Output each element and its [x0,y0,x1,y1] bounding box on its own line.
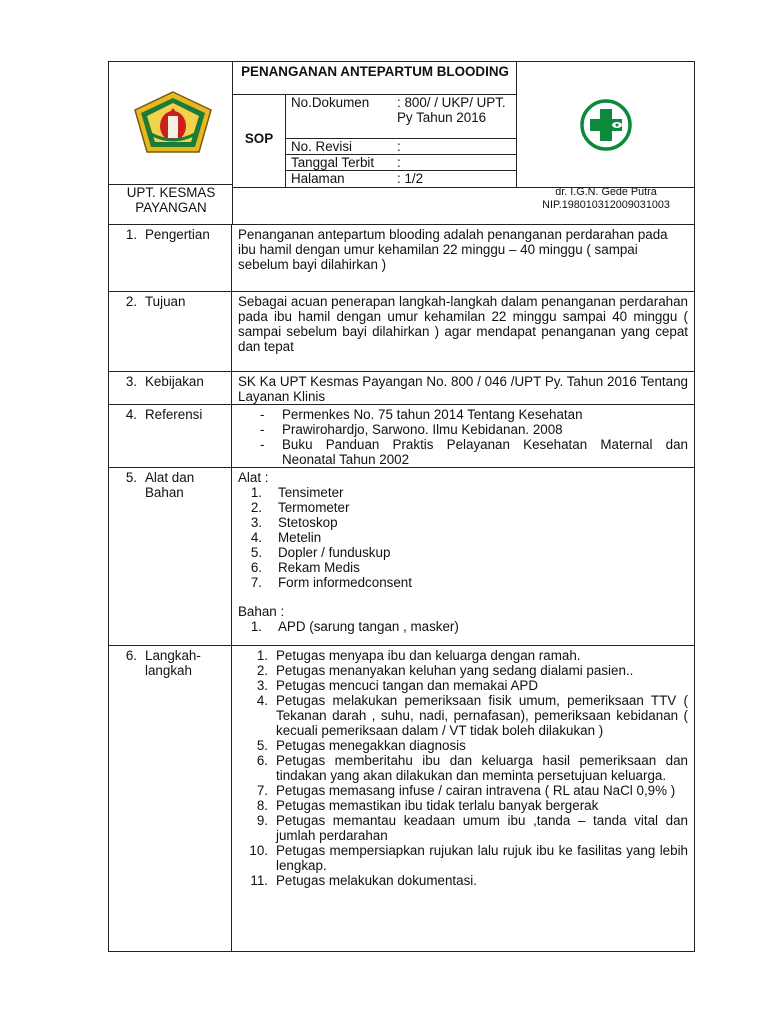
section-label-cell [109,405,232,468]
no-dokumen-label: No.Dokumen [291,95,370,110]
tujuan-text: Sebagai acuan penerapan langkah-langkah dalam penanganan perdarahan pada ibu hamil dengan umur kehamilan 22 minggu sampai 40 minggu ( sampai sebelum bayi dilahirkan ) agar mendapat penanganan yang cepat dan tepat [238,294,688,354]
list-item: - Prawirohardjo, Sarwono. Ilmu Kebidanan. 2008 [238,422,688,437]
sop-sections-table [108,224,695,952]
section-content-referensi [232,405,695,468]
tanggal-terbit-value: : [397,155,401,170]
section-number: 2. [125,294,137,309]
signatory [517,186,695,212]
list-item: - Permenkes No. 75 tahun 2014 Tentang Kesehatan [238,407,688,422]
section-number: 6. [125,648,137,663]
halaman-value: : 1/2 [397,171,424,186]
section-row-kebijakan [109,372,695,405]
section-label: Langkah-langkah [145,648,201,678]
bahan-heading: Bahan : [238,604,285,619]
list-item: 11. Petugas melakukan dokumentasi. [250,873,477,888]
section-content-tujuan [232,292,695,372]
langkah-list [238,648,688,888]
bahan-list [238,619,688,634]
section-label: Pengertian [145,227,210,242]
section-number: 3. [125,374,137,389]
alat-heading: Alat : [238,470,269,485]
list-item: 2. Termometer [250,500,350,515]
section-label-cell [109,646,232,952]
list-item: 7. Petugas memasang infuse / cairan intravena ( RL atau NaCl 0,9% ) [256,783,676,798]
alat-list [238,485,688,590]
section-label-cell [109,372,232,405]
list-item: 5. Petugas menegakkan diagnosis [256,738,466,753]
section-number: 4. [125,407,137,422]
halaman-label: Halaman [291,171,345,186]
no-revisi-value: : [397,139,401,154]
list-item: 7. Form informedconsent [250,575,412,590]
no-revisi-label: No. Revisi [291,139,353,154]
list-item: 1. Petugas menyapa ibu dan keluarga dengan ramah. [256,648,581,663]
kebijakan-text: SK Ka UPT Kesmas Payangan No. 800 / 046 /UPT Py. Tahun 2016 Tentang Layanan Klinis [238,374,688,404]
list-item: 10. Petugas mempersiapkan rujukan lalu rujuk ibu ke fasilitas yang lebih lengkap. [249,843,688,873]
section-content-alat-bahan [232,468,695,646]
list-item: 8. Petugas memastikan ibu tidak terlalu banyak bergerak [256,798,599,813]
section-label-cell [109,468,232,646]
section-label: Alat dan Bahan [145,470,195,500]
section-label: Referensi [145,407,203,422]
document-header [108,61,695,225]
sop-label: SOP [244,131,274,146]
section-label-cell [109,225,232,292]
list-item: 3. Petugas mencuci tangan dan memakai APD [256,678,539,693]
org-line2: PAYANGAN [135,200,207,215]
pengertian-text: Penanganan antepartum blooding adalah penanganan perdarahan pada ibu hamil dengan umur kehamilan 22 minggu – 40 minggu ( sampai sebelum bayi dilahirkan ) [238,227,668,272]
list-item: 9. Petugas memantau keadaan umum ibu ,tanda – tanda vital dan jumlah perdarahan [256,813,688,843]
signatory-nip: NIP.198010312009031003 [542,199,670,211]
list-item: 1. APD (sarung tangan , masker) [250,619,459,634]
section-number: 5. [125,470,137,485]
referensi-list [238,407,688,467]
section-row-alat-bahan [109,468,695,646]
list-item: 5. Dopler / funduskup [250,545,391,560]
list-item: 3. Stetoskop [250,515,338,530]
sop-document [108,61,695,952]
list-item: 1. Tensimeter [250,485,344,500]
tanggal-terbit-label: Tanggal Terbit [291,155,375,170]
section-content-pengertian [232,225,695,292]
meta-no-dokumen [291,95,517,125]
section-label-cell [109,292,232,372]
regional-emblem-icon [133,90,213,157]
list-item: 4. Metelin [250,530,322,545]
meta-no-revisi [291,139,517,154]
section-label: Kebijakan [145,374,204,389]
org-line1: UPT. KESMAS [126,185,216,200]
document-title: PENANGANAN ANTEPARTUM BLOODING [241,64,509,79]
section-label: Tujuan [145,294,186,309]
list-item: 4. Petugas melakukan pemeriksaan fisik umum, pemeriksaan TTV ( Tekanan darah , suhu, nadi, pernafasan), pemeriksaan kebidanan ( kecuali pemeriksaan dalam / VT tidak boleh dilakukan ) [256,693,688,738]
organization-name [109,185,233,215]
section-number: 1. [125,227,137,242]
list-item: 2. Petugas menanyakan keluhan yang sedang dialami pasien.. [256,663,634,678]
no-dokumen-value: : 800/ / UKP/ UPT. Py Tahun 2016 [397,95,506,125]
signatory-name: dr. I.G.N. Gede Putra [555,186,657,198]
meta-halaman [291,171,517,186]
section-row-tujuan [109,292,695,372]
list-item: 6. Petugas memberitahu ibu dan keluarga hasil pemeriksaan dan tindakan yang akan dilakukan dan meminta persetujuan keluarga. [256,753,688,783]
section-content-kebijakan [232,372,695,405]
section-row-langkah [109,646,695,952]
meta-tanggal-terbit [291,155,517,170]
section-row-referensi [109,405,695,468]
list-item: 6. Rekam Medis [250,560,360,575]
list-item: - Buku Panduan Praktis Pelayanan Kesehatan Maternal dan Neonatal Tahun 2002 [238,437,688,467]
section-content-langkah [232,646,695,952]
section-row-pengertian [109,225,695,292]
puskesmas-logo-icon [579,98,633,155]
